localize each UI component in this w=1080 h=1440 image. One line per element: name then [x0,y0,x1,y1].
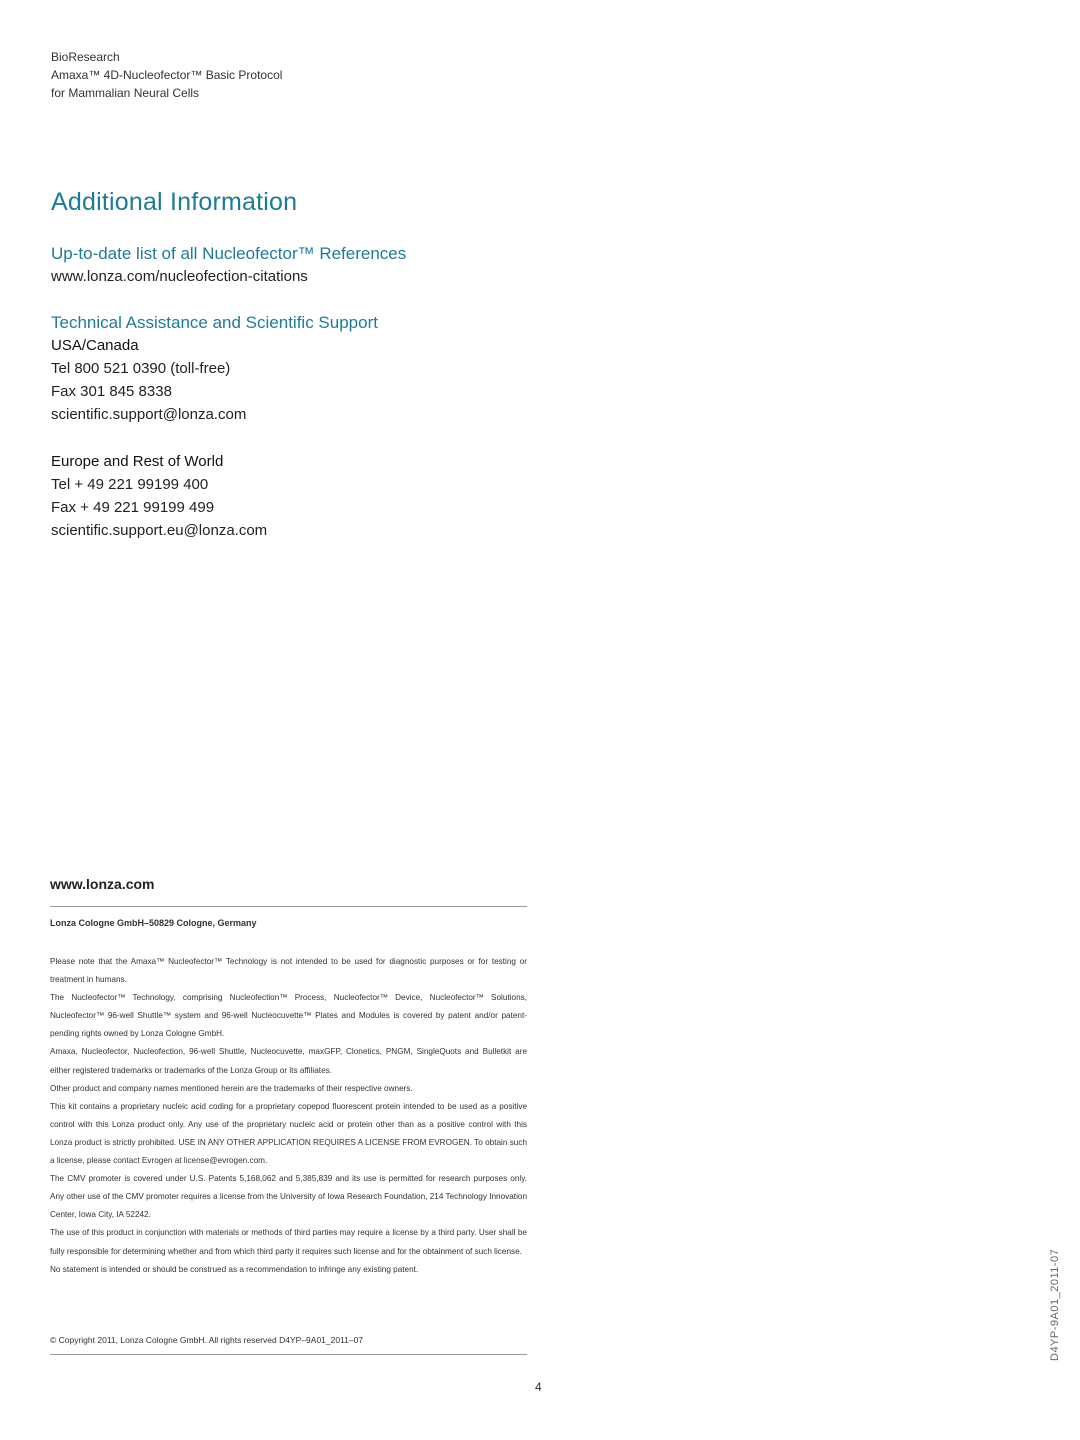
header-subtitle: for Mammalian Neural Cells [51,86,200,100]
europe-support-section [51,450,267,542]
usa-email[interactable]: scientific.support@lonza.com [51,406,247,423]
legal-paragraph: Other product and company names mentioned herein are the trademarks of their respective owners. [50,1083,413,1093]
europe-email[interactable]: scientific.support.eu@lonza.com [51,522,268,539]
page-number: 4 [535,1380,542,1394]
references-url[interactable]: www.lonza.com/nucleofection-citations [51,268,308,285]
references-heading: Up-to-date list of all Nucleofector™ References [51,244,407,263]
document-header [51,48,282,102]
support-heading: Technical Assistance and Scientific Support [51,313,378,332]
legal-paragraph: The CMV promoter is covered under U.S. Patents 5,168,062 and 5,385,839 and its use is permitted for research purposes only. Any other use of the CMV promoter requires a license from the University of Iowa Research Foundation, 214 Technology Innovation Center, Iowa City, IA 52242. [50,1174,527,1220]
legal-paragraph: The use of this product in conjunction with materials or methods of third parties may require a license by a third party. User shall be fully responsible for determining whether and from which third party it requires such license and for the obtainment of such license. [50,1228,527,1256]
document-code: D4YP-9A01_2011-07 [1049,1248,1061,1361]
europe-phone: Tel + 49 221 99199 400 [51,476,209,493]
footer-divider-bottom [50,1354,527,1355]
legal-paragraph: The Nucleofector™ Technology, comprising Nucleofection™ Process, Nucleofector™ Device, Nucleofector™ Solutions, Nucleofector™ 96-well Shuttle™ system and 96-well Nucleocuvette™ Plates and Modules is covered by patent and/or patent-pending rights owned by Lonza Cologne GmbH. [50,993,527,1039]
copyright-notice: © Copyright 2011, Lonza Cologne GmbH. All rights reserved D4YP–9A01_2011–07 [50,1335,364,1345]
company-address: Lonza Cologne GmbH–50829 Cologne, Germany [50,918,257,928]
footer-divider-top [50,906,527,907]
footer-website[interactable]: www.lonza.com [50,876,155,892]
usa-fax: Fax 301 845 8338 [51,383,172,400]
header-product: Amaxa™ 4D-Nucleofector™ Basic Protocol [51,68,283,82]
legal-paragraph: No statement is intended or should be construed as a recommendation to infringe any existing patent. [50,1264,419,1274]
legal-notice [50,953,527,1279]
support-section [51,311,378,426]
legal-paragraph: Amaxa, Nucleofector, Nucleofection, 96-well Shuttle, Nucleocuvette, maxGFP, Clonetics, PNGM, SingleQuots and Bulletkit are either registered trademarks or trademarks of the Lonza Group or its affiliates. [50,1047,527,1075]
europe-region-label: Europe and Rest of World [51,453,224,470]
usa-phone: Tel 800 521 0390 (toll-free) [51,360,231,377]
europe-fax: Fax + 49 221 99199 499 [51,499,215,516]
legal-paragraph: Please note that the Amaxa™ Nucleofector™ Technology is not intended to be used for diagnostic purposes or for testing or treatment in humans. [50,957,527,985]
page-title: Additional Information [51,188,298,216]
header-division: BioResearch [51,50,120,64]
usa-region-label: USA/Canada [51,337,139,354]
references-section [51,242,406,288]
legal-paragraph: This kit contains a proprietary nucleic acid coding for a proprietary copepod fluorescent protein intended to be used as a positive control with this Lonza product only. Any use of the proprietary nucleic acid or protein other than as a positive control with this Lonza product is strictly prohibited. USE IN ANY OTHER APPLICATION REQUIRES A LICENSE FROM EVROGEN. To obtain such a license, please contact Evrogen at license@evrogen.com. [50,1101,527,1166]
